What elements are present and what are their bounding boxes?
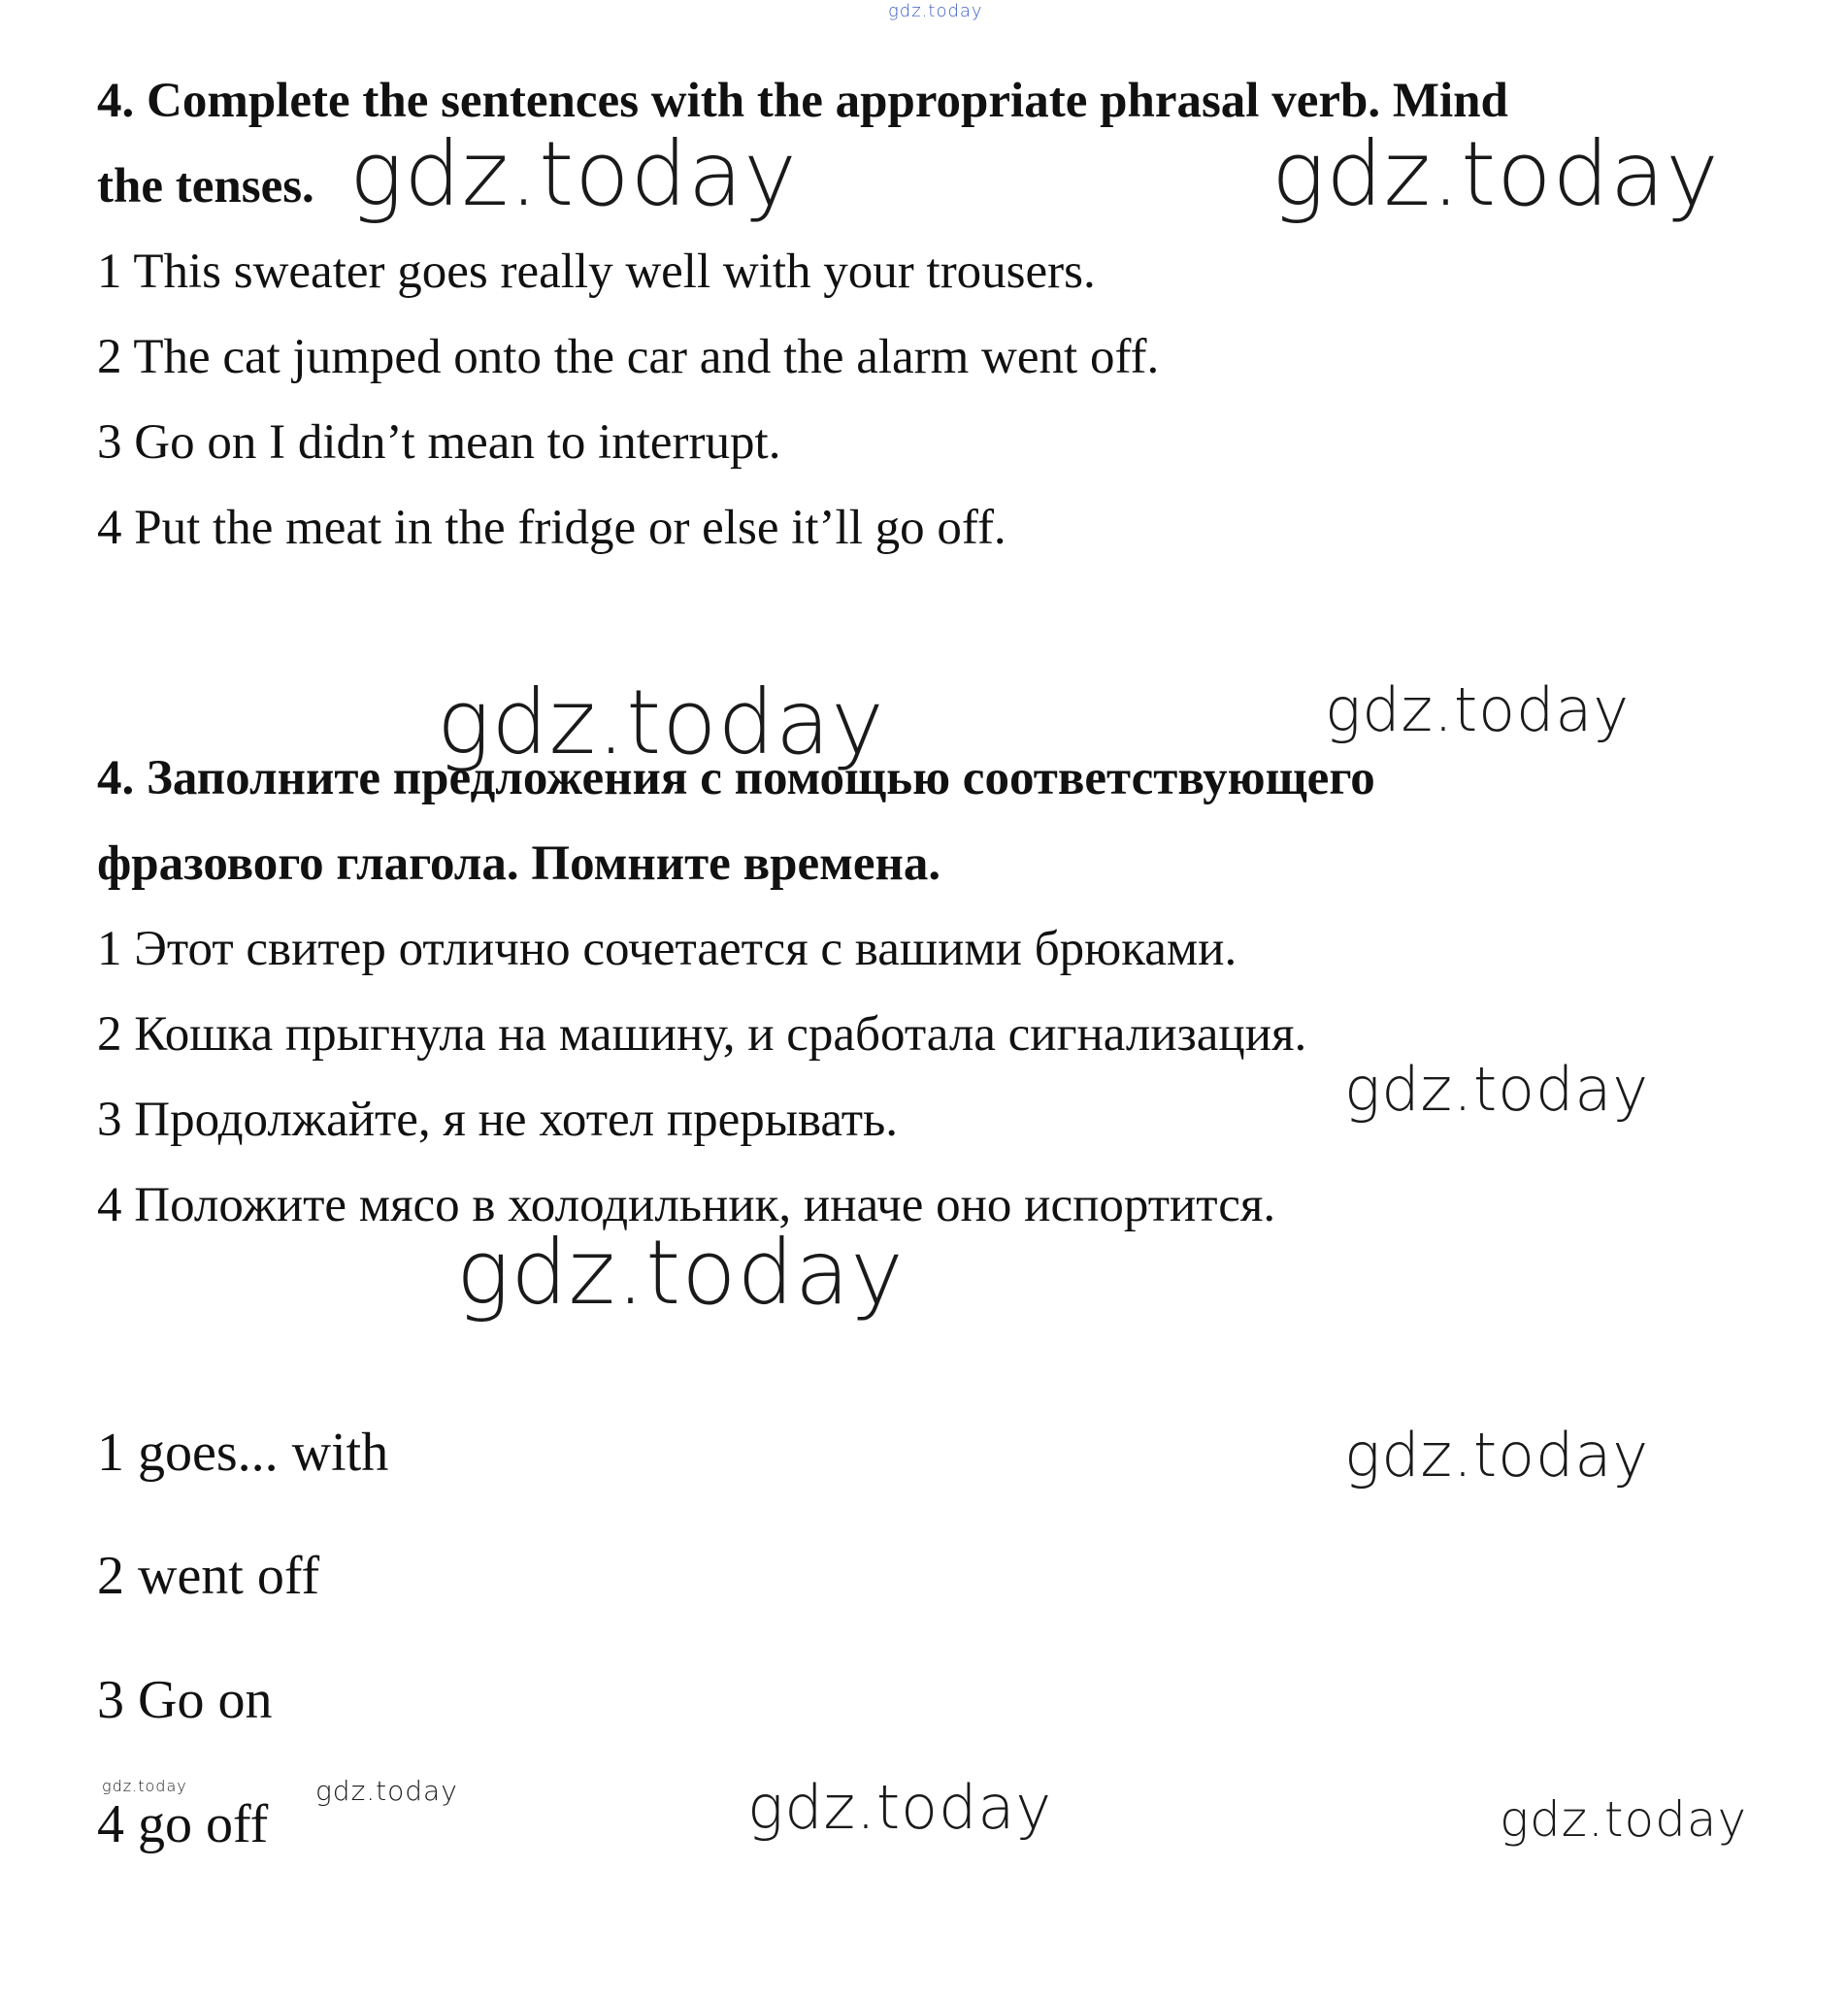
answer-3: 3 Go on xyxy=(97,1670,273,1730)
russian-sentence-1: 1 Этот свитер отлично сочетается с вашими брюками. xyxy=(97,922,1238,976)
english-heading-line1: 4. Complete the sentences with the appropriate phrasal verb. Mind xyxy=(97,74,1508,128)
watermark: gdz.today xyxy=(315,1775,458,1807)
russian-sentence-2: 2 Кошка прыгнула на машину, и сработала сигнализация. xyxy=(97,1007,1307,1062)
answer-1: 1 goes... with xyxy=(97,1423,389,1483)
russian-sentence-3: 3 Продолжайте, я не хотел прерывать. xyxy=(97,1093,899,1147)
watermark: gdz.today xyxy=(456,1221,905,1325)
english-sentence-2: 2 The cat jumped onto the car and the alarm went off. xyxy=(97,330,1160,384)
watermark: gdz.today xyxy=(1500,1791,1748,1848)
watermark: gdz.today xyxy=(437,671,885,774)
watermark: gdz.today xyxy=(1344,1420,1650,1491)
russian-sentence-4: 4 Положите мясо в холодильник, иначе оно испортится. xyxy=(97,1178,1276,1232)
watermark: gdz.today xyxy=(349,122,798,226)
english-heading-line2: the tenses. xyxy=(97,159,314,213)
russian-heading-line1: 4. Заполните предложения с помощью соответствующего xyxy=(97,751,1375,805)
watermark: gdz.today xyxy=(747,1772,1053,1843)
watermark: gdz.today xyxy=(1271,122,1720,226)
english-sentence-4: 4 Put the meat in the fridge or else it’ll go off. xyxy=(97,501,1006,555)
watermark: gdz.today xyxy=(102,1777,187,1795)
watermark: gdz.today xyxy=(1325,674,1631,745)
english-sentence-3: 3 Go on I didn’t mean to interrupt. xyxy=(97,415,781,470)
answer-2: 2 went off xyxy=(97,1546,320,1606)
english-sentence-1: 1 This sweater goes really well with your trousers. xyxy=(97,245,1096,299)
answer-4: 4 go off xyxy=(97,1794,269,1854)
watermark: gdz.today xyxy=(1344,1054,1650,1125)
top-watermark: gdz.today xyxy=(888,1,983,21)
russian-heading-line2: фразового глагола. Помните времена. xyxy=(97,836,941,891)
